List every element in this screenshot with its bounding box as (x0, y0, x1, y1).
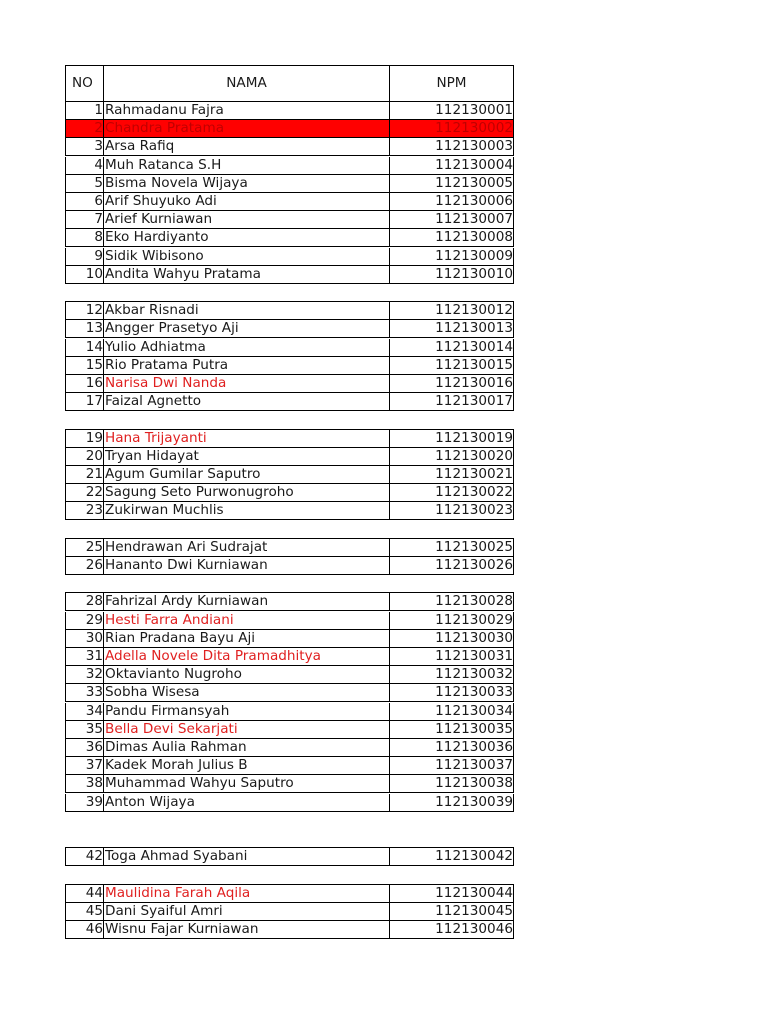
row-nama: Bisma Novela Wijaya (105, 175, 248, 191)
row-nama: Bella Devi Sekarjati (105, 721, 238, 737)
table-row (65, 684, 514, 702)
table-row (65, 538, 514, 557)
row-no: 25 (85, 539, 103, 555)
row-nama: Sidik Wibisono (105, 248, 204, 264)
row-nama: Chandra Pratama (105, 120, 225, 136)
row-npm: 112130022 (435, 484, 513, 500)
row-no: 20 (85, 448, 103, 464)
row-nama: Sobha Wisesa (105, 684, 200, 700)
row-nama: Narisa Dwi Nanda (105, 375, 227, 391)
table-row (65, 248, 514, 266)
row-nama: Rahmadanu Fajra (105, 102, 224, 118)
row-npm: 112130023 (435, 502, 513, 518)
row-no: 45 (85, 903, 103, 919)
row-no: 10 (85, 266, 103, 282)
table-row (65, 630, 514, 648)
row-npm: 112130009 (435, 248, 513, 264)
row-no: 36 (85, 739, 103, 755)
row-npm: 112130031 (435, 648, 513, 664)
row-npm: 112130008 (435, 229, 513, 245)
row-no: 35 (85, 721, 103, 737)
table-row (65, 903, 514, 921)
row-npm: 112130034 (435, 703, 513, 719)
row-npm: 112130016 (435, 375, 513, 391)
row-no: 3 (94, 138, 103, 154)
row-nama: Yulio Adhiatma (105, 339, 206, 355)
row-nama: Eko Hardiyanto (105, 229, 209, 245)
table-header (65, 65, 514, 102)
row-no: 46 (85, 921, 103, 937)
row-nama: Muh Ratanca S.H (105, 157, 222, 173)
row-npm: 112130044 (435, 885, 513, 901)
row-nama: Hendrawan Ari Sudrajat (105, 539, 268, 555)
row-nama: Angger Prasetyo Aji (105, 320, 239, 336)
row-nama: Anton Wijaya (105, 794, 195, 810)
row-npm: 112130029 (435, 612, 513, 628)
table-row (65, 266, 514, 284)
row-no: 19 (85, 430, 103, 446)
row-nama: Arief Kurniawan (105, 211, 213, 227)
row-nama: Zukirwan Muchlis (105, 502, 224, 518)
row-nama: Rian Pradana Bayu Aji (105, 630, 256, 646)
row-npm: 112130017 (435, 393, 513, 409)
row-npm: 112130012 (435, 302, 513, 318)
table-row (65, 211, 514, 229)
table-row (65, 703, 514, 721)
table-row (65, 612, 514, 630)
row-nama: Pandu Firmansyah (105, 703, 230, 719)
row-npm: 112130010 (435, 266, 513, 282)
row-npm: 112130030 (435, 630, 513, 646)
row-nama: Agum Gumilar Saputro (105, 466, 261, 482)
row-no: 39 (85, 794, 103, 810)
row-nama: Rio Pratama Putra (105, 357, 229, 373)
row-no: 7 (94, 211, 103, 227)
table-row (65, 193, 514, 211)
row-nama: Maulidina Farah Aqila (105, 885, 251, 901)
row-nama: Hananto Dwi Kurniawan (105, 557, 268, 573)
row-npm: 112130036 (435, 739, 513, 755)
row-npm: 112130028 (435, 593, 513, 609)
row-nama: Arif Shuyuko Adi (105, 193, 217, 209)
header-npm: NPM (436, 75, 467, 91)
row-npm: 112130015 (435, 357, 513, 373)
row-no: 2 (94, 120, 103, 136)
row-no: 14 (85, 339, 103, 355)
row-no: 16 (85, 375, 103, 391)
row-no: 13 (85, 320, 103, 336)
table-row (65, 375, 514, 393)
row-no: 22 (85, 484, 103, 500)
table-row (65, 229, 514, 247)
row-npm: 112130019 (435, 430, 513, 446)
row-no: 33 (85, 684, 103, 700)
table-row (65, 175, 514, 193)
row-npm: 112130005 (435, 175, 513, 191)
row-no: 29 (85, 612, 103, 628)
row-no: 8 (94, 229, 103, 245)
table-row (65, 847, 514, 866)
row-nama: Hesti Farra Andiani (105, 612, 234, 628)
row-nama: Sagung Seto Purwonugroho (105, 484, 294, 500)
row-no: 34 (85, 703, 103, 719)
table-row (65, 739, 514, 757)
table-row (65, 393, 514, 411)
table-row (65, 339, 514, 357)
table-row (65, 921, 514, 939)
row-npm: 112130038 (435, 775, 513, 791)
table-row (65, 301, 514, 320)
table-row (65, 884, 514, 903)
row-no: 1 (94, 102, 103, 118)
row-npm: 112130002 (435, 120, 513, 136)
row-nama: Toga Ahmad Syabani (105, 848, 248, 864)
row-nama: Andita Wahyu Pratama (105, 266, 261, 282)
row-npm: 112130013 (435, 320, 513, 336)
table-row (65, 794, 514, 812)
row-no: 23 (85, 502, 103, 518)
row-npm: 112130001 (435, 102, 513, 118)
row-nama: Arsa Rafiq (105, 138, 175, 154)
row-nama: Dani Syaiful Amri (105, 903, 223, 919)
row-npm: 112130032 (435, 666, 513, 682)
row-nama: Muhammad Wahyu Saputro (105, 775, 294, 791)
row-nama: Oktavianto Nugroho (105, 666, 242, 682)
row-npm: 112130037 (435, 757, 513, 773)
row-no: 15 (85, 357, 103, 373)
row-no: 21 (85, 466, 103, 482)
row-no: 28 (85, 593, 103, 609)
row-npm: 112130035 (435, 721, 513, 737)
row-npm: 112130033 (435, 684, 513, 700)
table-row (65, 502, 514, 520)
row-npm: 112130006 (435, 193, 513, 209)
row-npm: 112130045 (435, 903, 513, 919)
table-row (65, 484, 514, 502)
row-npm: 112130026 (435, 557, 513, 573)
row-nama: Akbar Risnadi (105, 302, 199, 318)
row-nama: Faizal Agnetto (105, 393, 202, 409)
row-npm: 112130007 (435, 211, 513, 227)
table-row (65, 120, 514, 138)
row-no: 9 (94, 248, 103, 264)
table-row (65, 666, 514, 684)
row-no: 6 (94, 193, 103, 209)
table-row (65, 357, 514, 375)
table-row (65, 557, 514, 575)
header-nama: NAMA (226, 75, 267, 91)
table-row (65, 157, 514, 175)
row-npm: 112130042 (435, 848, 513, 864)
table-row (65, 138, 514, 156)
row-no: 32 (85, 666, 103, 682)
row-no: 26 (85, 557, 103, 573)
table-row (65, 757, 514, 775)
row-npm: 112130004 (435, 157, 513, 173)
row-nama: Wisnu Fajar Kurniawan (105, 921, 259, 937)
row-nama: Adella Novele Dita Pramadhitya (105, 648, 322, 664)
row-no: 37 (85, 757, 103, 773)
row-no: 30 (85, 630, 103, 646)
table-row (65, 448, 514, 466)
row-no: 31 (85, 648, 103, 664)
table-row (65, 648, 514, 666)
table-row (65, 101, 514, 120)
row-npm: 112130046 (435, 921, 513, 937)
table-row (65, 320, 514, 338)
row-nama: Hana Trijayanti (105, 430, 207, 446)
row-nama: Fahrizal Ardy Kurniawan (105, 593, 269, 609)
row-npm: 112130003 (435, 138, 513, 154)
row-nama: Kadek Morah Julius B (105, 757, 248, 773)
row-npm: 112130014 (435, 339, 513, 355)
table-row (65, 592, 514, 611)
header-no: NO (72, 75, 93, 91)
row-npm: 112130025 (435, 539, 513, 555)
row-nama: Dimas Aulia Rahman (105, 739, 247, 755)
row-no: 5 (94, 175, 103, 191)
row-no: 44 (85, 885, 103, 901)
row-no: 17 (85, 393, 103, 409)
row-npm: 112130039 (435, 794, 513, 810)
table-row (65, 466, 514, 484)
row-no: 4 (94, 157, 103, 173)
table-row (65, 775, 514, 793)
row-no: 12 (85, 302, 103, 318)
table-row (65, 429, 514, 448)
row-npm: 112130021 (435, 466, 513, 482)
row-npm: 112130020 (435, 448, 513, 464)
row-no: 38 (85, 775, 103, 791)
row-nama: Tryan Hidayat (105, 448, 199, 464)
row-no: 42 (85, 848, 103, 864)
table-row (65, 721, 514, 739)
